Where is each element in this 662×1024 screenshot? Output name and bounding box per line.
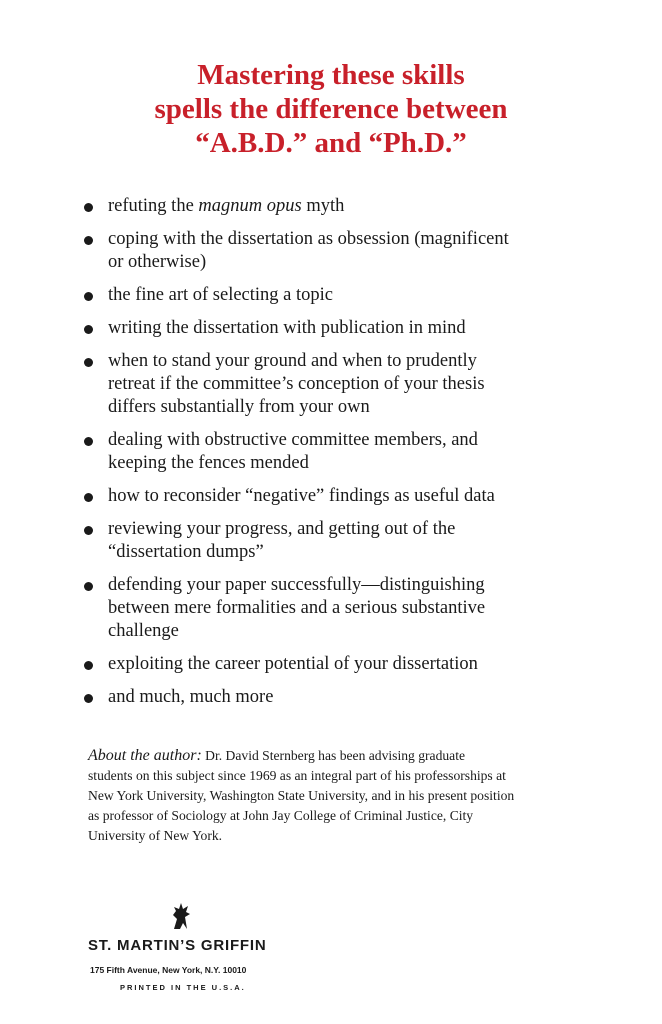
- list-item: [82, 228, 562, 274]
- about-line-3: New York University, Washington State University, and in his present position: [88, 788, 515, 803]
- bullet-icon: [84, 325, 93, 334]
- list-item: [82, 350, 562, 419]
- griffin-logo-icon: [168, 901, 194, 931]
- list-item: [82, 284, 562, 307]
- list-item-line: defending your paper successfully—distinguishing: [108, 575, 485, 595]
- list-item-line: or otherwise): [108, 252, 207, 272]
- list-item-line: keeping the fences mended: [108, 453, 309, 473]
- headline: [0, 58, 662, 160]
- bullet-icon: [84, 236, 93, 245]
- list-item: [82, 686, 562, 709]
- bullet-icon: [84, 203, 93, 212]
- bullet-icon: [84, 358, 93, 367]
- publisher-address: 175 Fifth Avenue, New York, N.Y. 10010: [90, 965, 247, 975]
- bullet-icon: [84, 493, 93, 502]
- list-item-line: challenge: [108, 621, 179, 641]
- list-item-line: refuting the magnum opus myth: [108, 196, 345, 216]
- printed-in: PRINTED IN THE U.S.A.: [120, 983, 246, 992]
- headline-line-3: “A.B.D.” and “Ph.D.”: [195, 127, 467, 159]
- bullet-icon: [84, 437, 93, 446]
- list-item-line: coping with the dissertation as obsession (magnificent: [108, 229, 509, 249]
- list-item-line: when to stand your ground and when to prudently: [108, 351, 477, 371]
- about-line-1: [88, 746, 562, 766]
- about-line-2: students on this subject since 1969 as an integral part of his professorships at: [88, 768, 506, 783]
- list-item-line: dealing with obstructive committee members, and: [108, 430, 478, 450]
- about-the-author: [88, 746, 562, 846]
- list-item-line: the fine art of selecting a topic: [108, 285, 333, 305]
- bullet-icon: [84, 661, 93, 670]
- about-line-4: as professor of Sociology at John Jay College of Criminal Justice, City: [88, 808, 474, 823]
- about-line-5: University of New York.: [88, 828, 223, 843]
- list-item-line: between mere formalities and a serious substantive: [108, 598, 486, 618]
- list-item: [82, 574, 562, 643]
- list-item-line: reviewing your progress, and getting out of the: [108, 519, 456, 539]
- bullet-icon: [84, 694, 93, 703]
- list-item-line: how to reconsider “negative” findings as useful data: [108, 486, 495, 506]
- list-item-line: “dissertation dumps”: [108, 542, 264, 562]
- list-item: [82, 317, 562, 340]
- list-item-line: exploiting the career potential of your dissertation: [108, 654, 478, 674]
- list-item: [82, 653, 562, 676]
- about-lead: About the author:: [88, 747, 202, 764]
- list-item-line: differs substantially from your own: [108, 397, 370, 417]
- list-item-line: retreat if the committee’s conception of your thesis: [108, 374, 485, 394]
- list-item: [82, 485, 562, 508]
- list-item: [82, 518, 562, 564]
- emphasis: magnum opus: [198, 196, 302, 216]
- headline-line-1: Mastering these skills: [197, 59, 465, 91]
- bullet-icon: [84, 292, 93, 301]
- list-item-line: writing the dissertation with publication in mind: [108, 318, 466, 338]
- list-item: [82, 195, 562, 218]
- list-item: [82, 429, 562, 475]
- bullet-icon: [84, 582, 93, 591]
- bullet-icon: [84, 526, 93, 535]
- about-line-1-text: Dr. David Sternberg has been advising graduate: [205, 748, 466, 763]
- list-item-line: and much, much more: [108, 687, 274, 707]
- headline-line-2: spells the difference between: [154, 93, 508, 125]
- skills-list: [82, 195, 562, 719]
- publisher-name: ST. MARTIN’S GRIFFIN: [88, 937, 267, 954]
